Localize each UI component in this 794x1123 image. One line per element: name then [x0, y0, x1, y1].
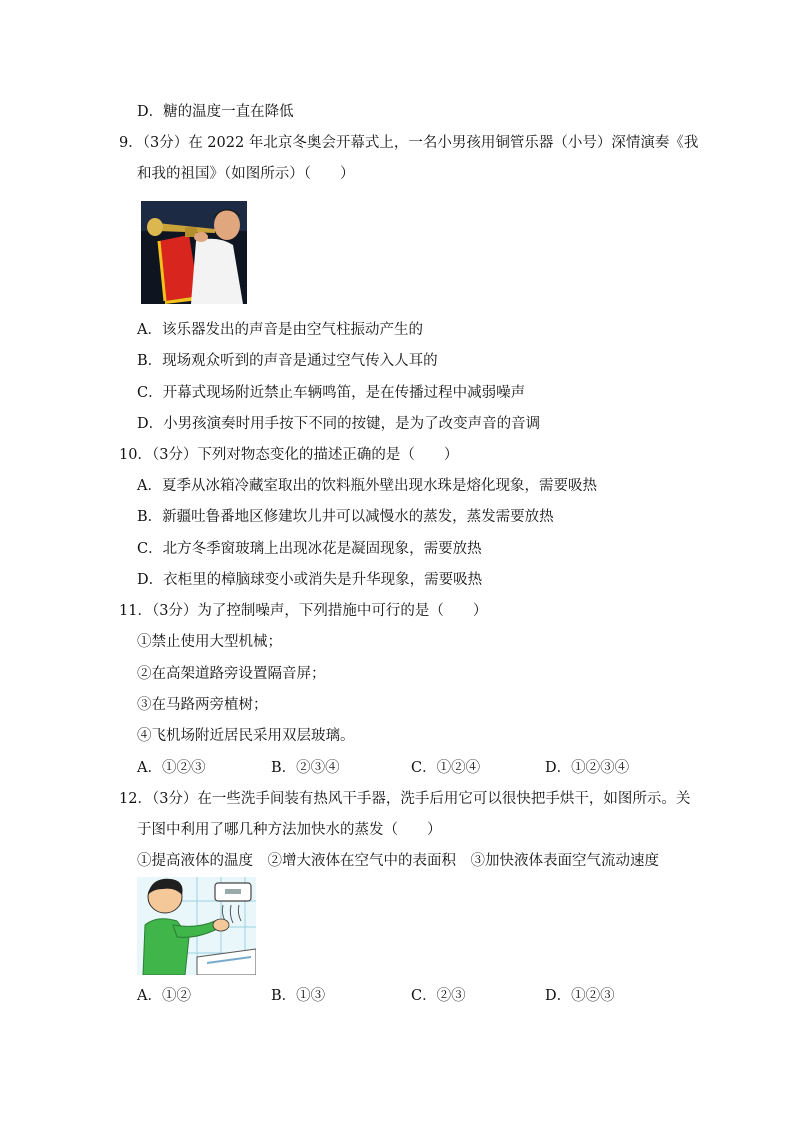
q9-option-b: B．现场观众听到的声音是通过空气传入人耳的	[137, 353, 438, 369]
q11-stem: 11．（3分）为了控制噪声，下列措施中可行的是（ ）	[119, 603, 488, 619]
q12-choice-d: D．①②③	[545, 988, 615, 1004]
q10-stem: 10．（3分）下列对物态变化的描述正确的是（ ）	[119, 447, 459, 463]
q11-choice-b: B．②③④	[271, 760, 340, 776]
q10-option-a: A．夏季从冰箱冷藏室取出的饮料瓶外壁出现水珠是熔化现象，需要吸热	[137, 478, 597, 494]
q12-methods: ①提高液体的温度 ②增大液体在空气中的表面积 ③加快液体表面空气流动速度	[137, 853, 659, 869]
q11-item-3: ③在马路两旁植树；	[137, 697, 268, 713]
trumpet-boy-photo	[141, 201, 247, 304]
q10-option-c: C．北方冬季窗玻璃上出现冰花是凝固现象，需要放热	[137, 541, 482, 557]
q9-stem-line1: 9．（3分）在 2022 年北京冬奥会开幕式上，一名小男孩用铜管乐器（小号）深情演奏《我	[119, 135, 699, 151]
q11-item-2: ②在高架道路旁设置隔音屏；	[137, 666, 326, 682]
q11-choice-c: C．①②④	[411, 760, 481, 776]
q9-option-d: D．小男孩演奏时用手按下不同的按键，是为了改变声音的音调	[137, 416, 541, 432]
q11-choice-d: D．①②③④	[545, 760, 630, 776]
q11-choices	[137, 758, 697, 778]
q12-choice-c: C．②③	[411, 988, 466, 1004]
hand-dryer-illustration	[137, 877, 256, 975]
q12-choice-a: A．①②	[137, 988, 191, 1004]
q9-option-c: C．开幕式现场附近禁止车辆鸣笛，是在传播过程中减弱噪声	[137, 385, 526, 401]
q10-option-d: D．衣柜里的樟脑球变小或消失是升华现象，需要吸热	[137, 572, 483, 588]
q11-choice-a: A．①②③	[137, 760, 206, 776]
q9-option-a: A．该乐器发出的声音是由空气柱振动产生的	[137, 322, 423, 338]
q12-choices	[137, 986, 697, 1006]
q12-stem-line2: 于图中利用了哪几种方法加快水的蒸发（ ）	[137, 822, 442, 838]
q12-choice-b: B．①③	[271, 988, 326, 1004]
q12-stem-line1: 12．（3分）在一些洗手间装有热风干手器，洗手后用它可以很快把手烘干，如图所示。关	[119, 791, 691, 807]
q11-item-1: ①禁止使用大型机械；	[137, 634, 282, 650]
q11-item-4: ④飞机场附近居民采用双层玻璃。	[137, 728, 355, 744]
q10-option-b: B．新疆吐鲁番地区修建坎儿井可以减慢水的蒸发，蒸发需要放热	[137, 509, 554, 525]
q9-stem-line2: 和我的祖国》（如图所示）（ ）	[137, 166, 355, 182]
q8-option-d: D．糖的温度一直在降低	[137, 104, 294, 120]
